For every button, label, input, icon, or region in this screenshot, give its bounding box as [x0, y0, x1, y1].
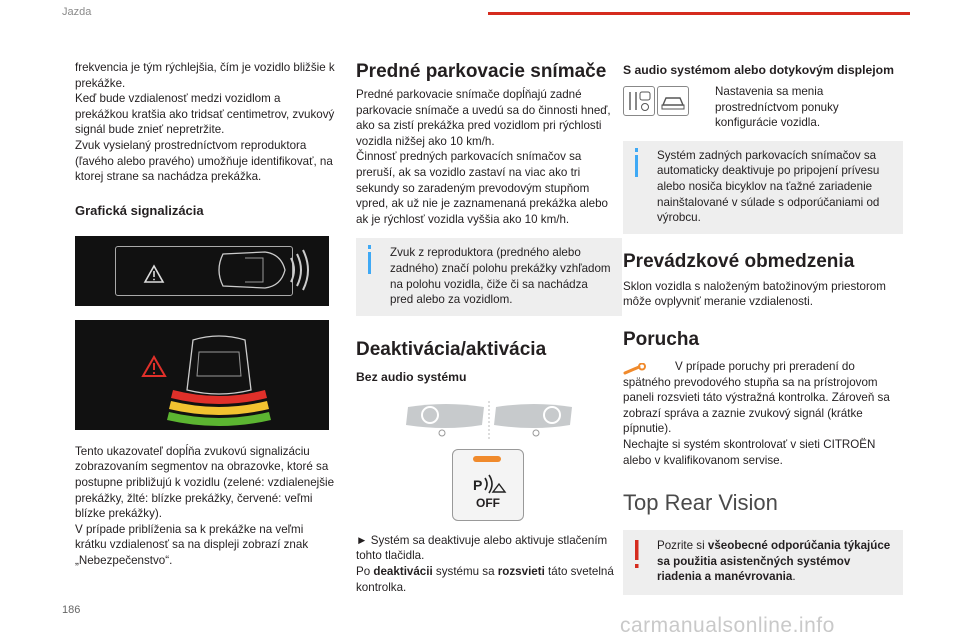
display-image-1 [75, 236, 329, 306]
steering-switch-image [356, 395, 622, 441]
svg-text:P: P [473, 476, 483, 493]
header-accent-bar [488, 12, 910, 15]
steering-wheel-left-icon [406, 404, 484, 436]
watermark: carmanualsonline.info [620, 614, 835, 637]
audio-block [623, 84, 903, 131]
text-fragment: Pozrite si [657, 539, 708, 553]
warning-text [633, 538, 893, 585]
text-fragment: Po [356, 564, 374, 578]
off-label: OFF [476, 495, 500, 510]
car-menu-icon [657, 86, 689, 116]
column-left [75, 60, 337, 569]
section-title: Predné parkovacie snímače [356, 61, 607, 82]
car-rear-icon [187, 336, 251, 394]
danger-icon [145, 266, 163, 282]
text-bold: rozsvieti [497, 564, 545, 578]
info-note [356, 238, 622, 315]
audio-text: Nastavenia sa menia prostredníctvom ponuky konfigurácie vozidla. [715, 85, 839, 130]
column-middle [356, 60, 622, 595]
graphic-heading: Grafická signalizácia [75, 202, 204, 218]
paragraph: Predné parkovacie snímače dopĺňajú zadné parkovacie snímače a uvedú sa do činnosti hneď, ako sa zistí prekážka pred vozidlom pri rýchlosti vozidla nižšej ako 10 km/h. [356, 88, 611, 148]
by-paragraph [356, 564, 622, 595]
text-fragment: táto svetelná kontrolka. [356, 564, 614, 594]
page-number: 186 [62, 604, 81, 616]
text-bold: všeobecné odporúčania týkajúce sa použitia asistenčných systémov riadenia a manévrovania [657, 539, 891, 584]
fault-block [623, 359, 903, 468]
text-bold: deaktivácii [373, 564, 433, 578]
deactivation-title: Deaktivácia/aktivácia [356, 338, 547, 360]
step-text: Systém sa deaktivuje alebo aktivuje stlačením tohto tlačidla. [356, 533, 608, 563]
paragraph: Činnosť predných parkovacích snímačov sa preruší, ak sa vozidlo zastaví na viac ako tri sekundy so zaradeným prevodovým stupňom vpred, ak už nie je zaznamenaná prekážka alebo ak je rýchlosť vozidla vyššia ako 10 km/h. [356, 150, 608, 226]
wrench-icon [623, 363, 649, 377]
car-top-icon [219, 252, 285, 288]
no-audio-heading: Bez audio systému [356, 369, 467, 384]
column-right [623, 62, 903, 595]
display-image-2 [75, 320, 329, 430]
rear-sensor-segments [167, 390, 271, 426]
note-text: Zvuk z reproduktora (predného alebo zadného) značí polohu prekážky vzhľadom na polohu vozidla, čiže či sa nachádza pred alebo za vozidlom. [390, 246, 611, 307]
paragraph: Tento ukazovateľ dopĺňa zvukovú signalizáciu zobrazovaním segmentov na obrazovke, ktoré sa postupne približujú k vozidlu (zelené: vzdialenejšie prekážky, žlté: blízke prekážky, červené: veľmi blízke prekážky). [75, 444, 335, 521]
info-icon [366, 245, 374, 275]
danger-icon [143, 357, 165, 376]
trv-title: Top Rear Vision [623, 490, 778, 516]
sensor-arcs-icon [291, 250, 308, 290]
paragraph: Sklon vozidla s naloženým batožinovým priestorom môže ovplyvniť meranie vzdialenosti. [623, 279, 886, 309]
settings-icon [623, 86, 655, 116]
step-arrow-icon: ► [356, 533, 368, 547]
note-text: Systém zadných parkovacích snímačov sa automaticky deaktivuje po pripojení prívesu alebo nosiča bicyklov na ťažné zariadenie nainštalované v súlade s odporúčaniami od výrobcu. [657, 148, 880, 225]
step-paragraph [356, 533, 622, 564]
paragraph: V prípade priblíženia sa k prekážke na veľmi krátku vzdialenosť sa na displeji zobrazí znak „Nebezpečenstvo“. [75, 522, 309, 567]
text-fragment: systému sa [432, 564, 498, 578]
audio-heading: S audio systémom alebo dotykovým displejom [623, 63, 894, 77]
paragraph: V prípade poruchy pri preradení do spätného prevodového stupňa sa na prístrojovom paneli rozsvieti táto výstražná kontrolka. Zároveň sa zobrazí správa a zaznie zvukový signál (krátke pípnutie). [623, 359, 890, 436]
warning-note [623, 530, 903, 595]
paragraph: Nechajte si systém skontrolovať v sieti CITROËN alebo v kvalifikovanom servise. [623, 437, 876, 467]
text-fragment: . [792, 570, 796, 584]
paragraph: frekvencia je tým rýchlejšia, čím je vozidlo bližšie k prekážke. [75, 61, 335, 90]
limits-title: Prevádzkové obmedzenia [623, 250, 855, 272]
paragraph: Zvuk vysielaný prostredníctvom reproduktora (ľavého alebo pravého) umožňuje identifikovať, na ktorej strane sa nachádza prekážka. [75, 138, 333, 184]
paragraph: Keď bude vzdialenosť medzi vozidlom a prekážkou kratšia ako tridsať centimetrov, zvukový signál bude znieť nepretržite. [75, 92, 335, 137]
info-icon [633, 148, 641, 178]
warning-icon [633, 540, 641, 570]
steering-wheel-right-icon [494, 404, 572, 436]
section-header: Jazda [62, 6, 92, 18]
park-sensors-off-button[interactable] [452, 449, 524, 521]
info-note [623, 141, 903, 234]
fault-title: Porucha [623, 328, 700, 350]
